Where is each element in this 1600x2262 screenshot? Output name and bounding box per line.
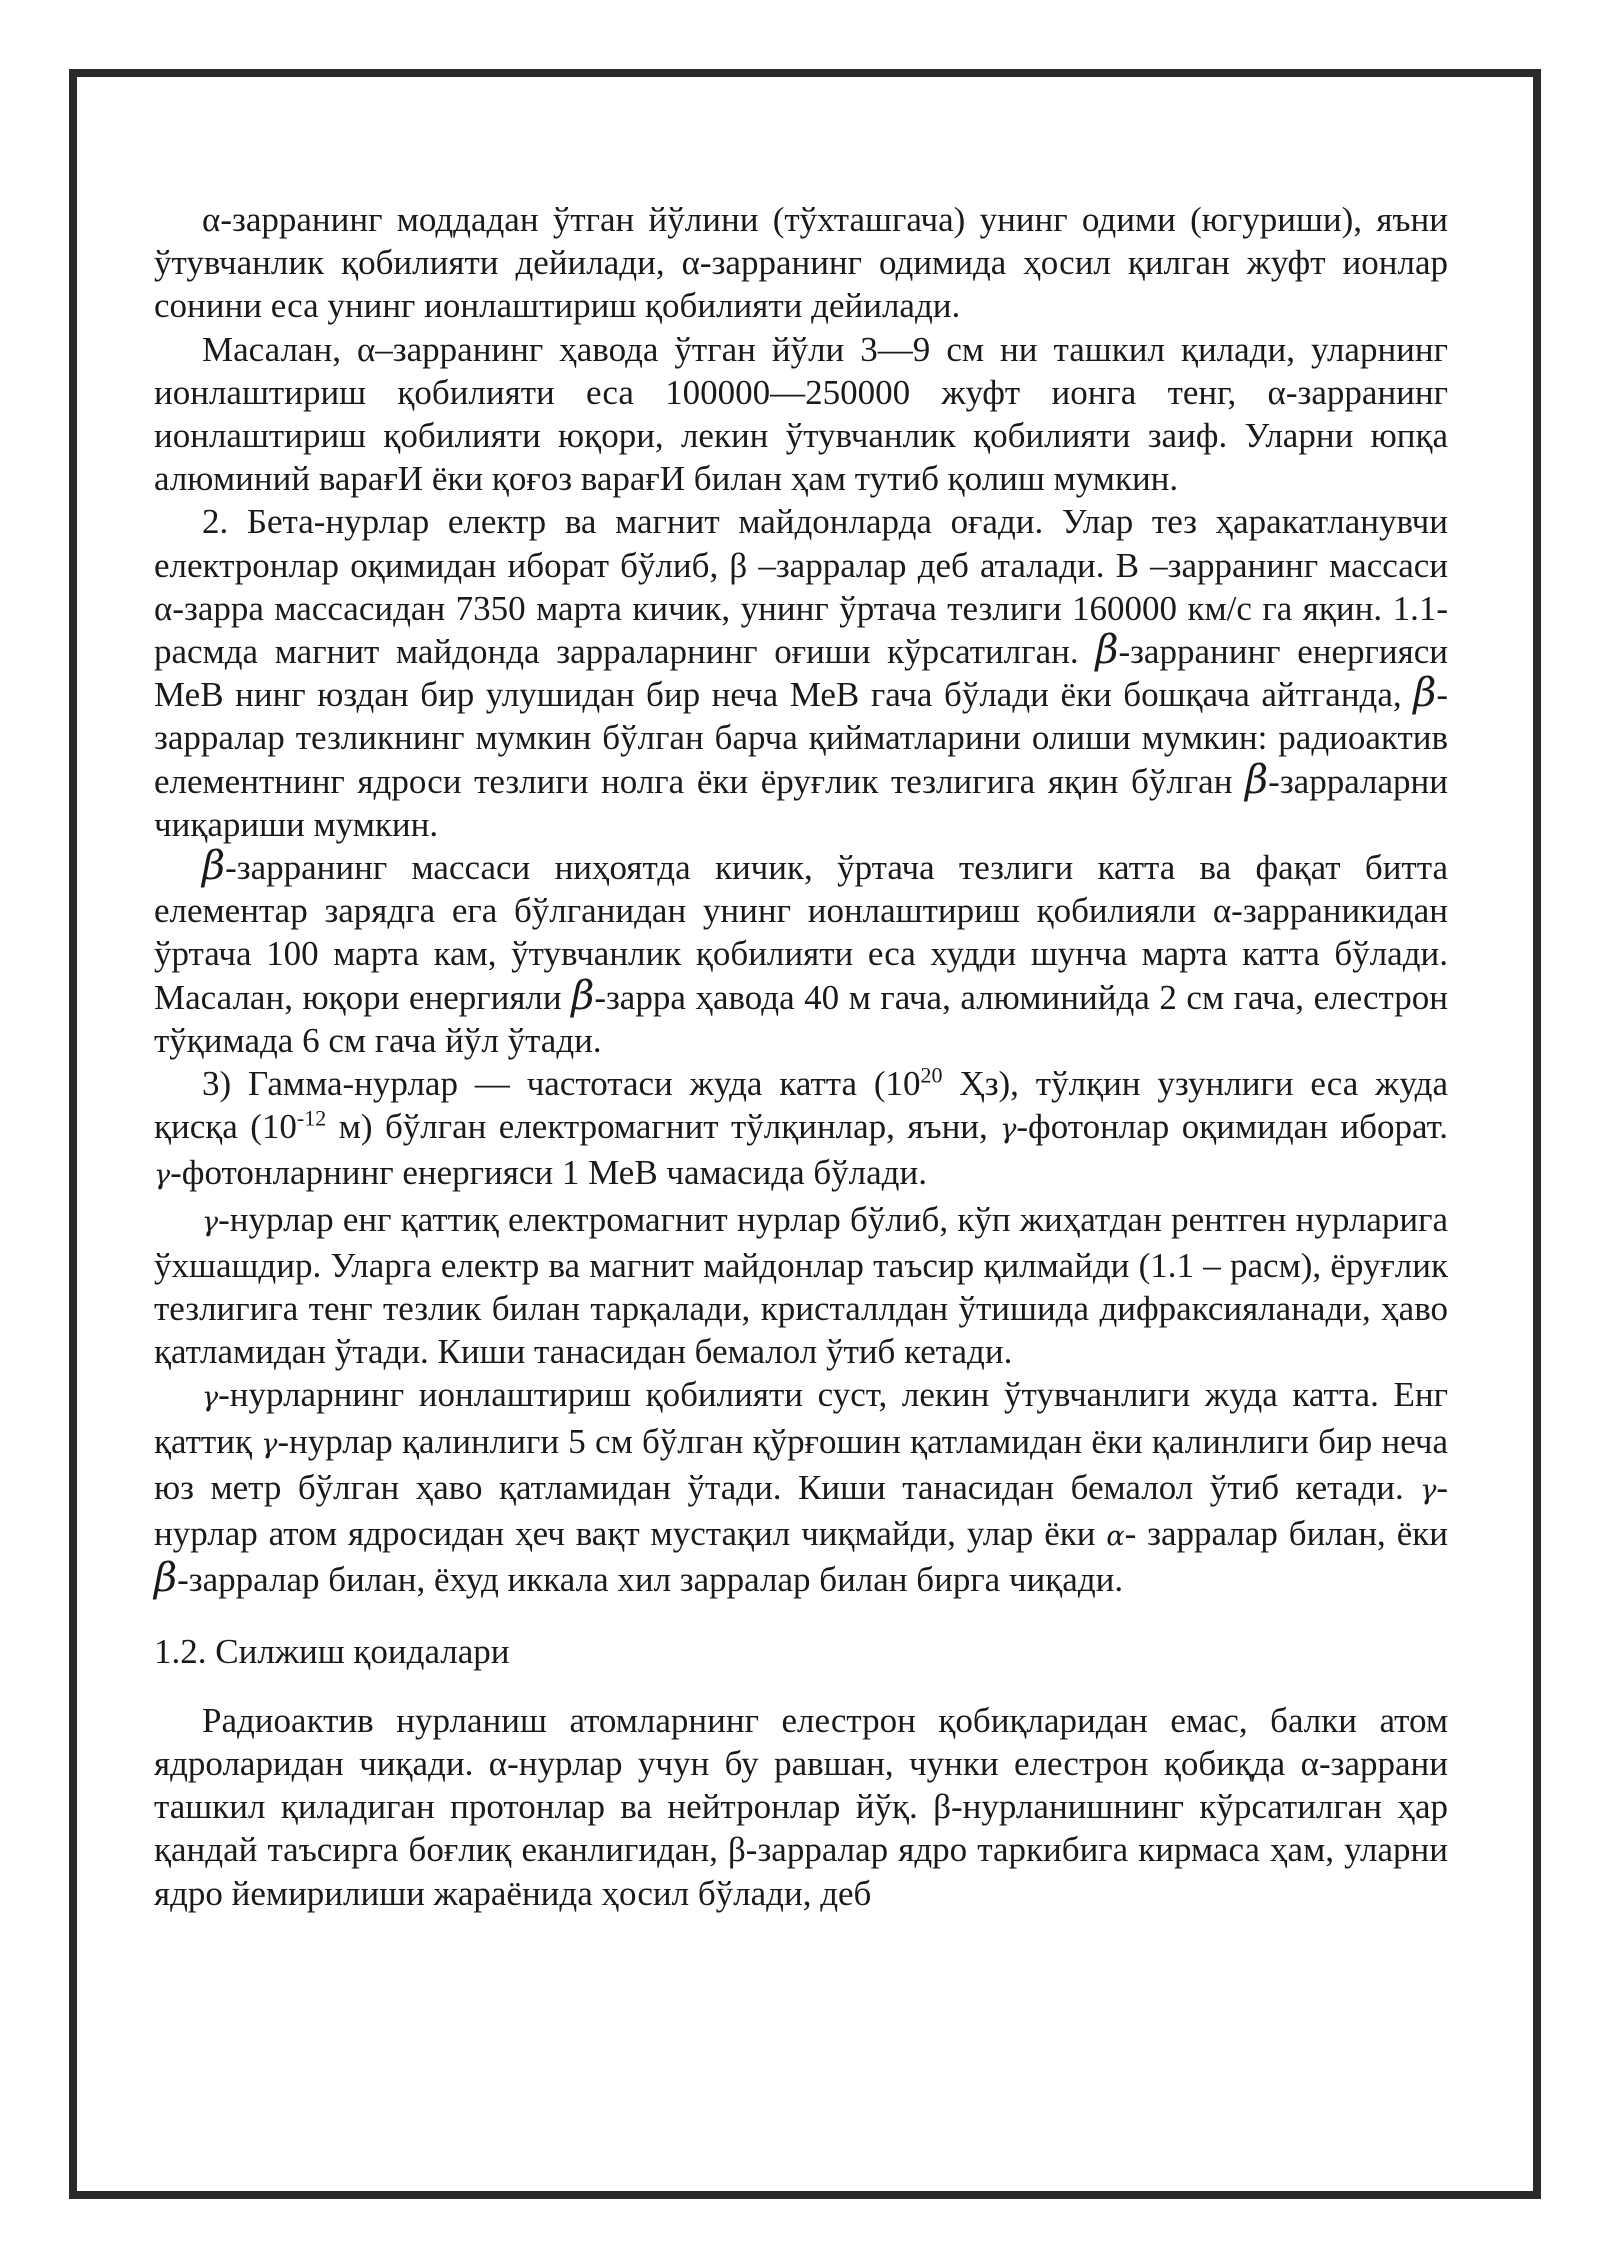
gamma-symbol: γ <box>1000 1114 1017 1146</box>
text-run: -нурларнинг ионлаштириш қобилияти суст, лекин ўтувчанлиги жуда катта. Енг қаттиқ <box>154 1375 1448 1461</box>
paragraph-beta-mass <box>154 843 1448 1062</box>
text-run: -зарранинг енергияси МеВ нинг юздан бир улушидан бир неча МеВ гача бўлади ёки бошқача айтганда, <box>154 632 1448 715</box>
paragraph-alpha-example: Масалан, α–зарранинг ҳавода ўтган йўли 3—9 см ни ташкил қилади, уларнинг ионлаштириш қобилияти еса 100000—250000 жуфт ионга тенг, α-зарранинг ионлаштириш қобилияти юқори, лекин ўтувчанлик қобилияти заиф. Уларни юпқа алюминий варағИ ёки қоғоз варағИ билан ҳам тутиб қолиш мумкин. <box>154 329 1448 499</box>
text-run: Ҳз), тўлқин узунлиги еса жуда қисқа (10 <box>154 1064 1448 1147</box>
section-heading: 1.2. Силжиш қоидалари <box>154 1631 510 1671</box>
beta-symbol: β <box>1095 627 1119 674</box>
beta-symbol: β <box>571 972 595 1019</box>
beta-symbol: β <box>1413 670 1437 717</box>
gamma-symbol: γ <box>202 1382 219 1414</box>
gamma-symbol: γ <box>261 1428 278 1460</box>
beta-symbol: β <box>1245 756 1269 803</box>
paragraph-gamma-properties <box>154 1198 1448 1374</box>
paragraph-alpha-range: α-зарранинг моддадан ўтган йўлини (тўхташгача) унинг одими (югуриши), яъни ўтувчанлик қобилияти дейилади, α-зарранинг одимида ҳосил қилган жуфт ионлар сонини еса унинг ионлаштириш қобилияти дейилади. <box>154 200 1448 326</box>
text-run: -зарра ҳавода 40 м гача, алюминийда 2 см гача, елестрон тўқимада 6 см гача йўл ўтади. <box>154 977 1448 1060</box>
text-run: -фотонларнинг енергияси 1 МеВ чамасида бўлади. <box>170 1153 927 1193</box>
text-run: -фотонлар оқимидан иборат. <box>1016 1107 1448 1147</box>
beta-symbol: β <box>202 843 226 890</box>
gamma-symbol: γ <box>202 1206 219 1238</box>
text-run: 2. Бета-нурлар електр ва магнит майдонларда оғади. Улар тез ҳаракатланувчи електронлар оқимидан иборат бўлиб, β –зарралар деб аталади. В –зарранинг массаси α-зарра массасидан 7350 марта кичик, унинг ўртача тезлиги 160000 км/с га яқин. 1.1- расмда магнит майдонда зарраларнинг оғиши кўрсатилган. <box>154 502 1448 672</box>
beta-symbol: β <box>154 1555 178 1602</box>
text-run: - зарралар билан, ёки <box>1124 1514 1448 1554</box>
text-run: -зарралар тезликнинг мумкин бўлган барча қийматларини олиши мумкин: радиоактив елементнинг ядроси тезлиги нолга ёки ёруғлик тезлигига яқин бўлган <box>154 675 1448 801</box>
text-run: м) бўлган електромагнит тўлқинлар, яъни, <box>326 1107 1001 1147</box>
paragraph-displacement-rules: Радиоактив нурланиш атомларнинг елестрон қобиқларидан емас, балки атом ядроларидан чиқади. α-нурлар учун бу равшан, чунки елестрон қобиқда α-заррани ташкил қиладиган протонлар ва нейтронлар йўқ. β-нурланишнинг кўрсатилган ҳар қандай таъсирга боғлиқ еканлигидан, β-зарралар ядро таркибига кирмаса ҳам, уларни ядро йемирилиши жараёнида ҳосил бўлади, деб <box>154 1700 1448 1913</box>
text-run: 3) Гамма-нурлар — частотаси жуда катта (10 <box>202 1064 921 1104</box>
superscript: 20 <box>920 1062 943 1088</box>
document-body <box>154 198 1448 1915</box>
alpha-symbol: α <box>1106 1521 1125 1553</box>
text-run: -зарралар билан, ёхуд иккала хил зарралар билан бирга чиқади. <box>177 1560 1124 1600</box>
text-run: -нурлар қалинлиги 5 см бўлган қўрғошин қатламидан ёки қалинлиги бир неча юз метр бўлган ҳаво қатламидан ўтади. Киши танасидан бемалол ўтиб кетади. <box>154 1421 1448 1507</box>
gamma-symbol: γ <box>1420 1474 1437 1506</box>
text-run: -нурлар атом ядросидан ҳеч вақт мустақил чиқмайди, улар ёки <box>154 1467 1448 1554</box>
paragraph-gamma-ionization <box>154 1373 1448 1601</box>
text-run: -зарранинг массаси ниҳоятда кичик, ўртача тезлиги катта ва фақат битта елементар зарядга ега бўлганидан унинг ионлаштириш қобилияли α-зарраникидан ўртача 100 марта кам, ўтувчанлик қобилияти еса худди шунча марта катта бўлади. Масалан, юқори енергияли <box>154 848 1448 1017</box>
text-run: -зарраларни чиқариши мумкин. <box>154 761 1448 844</box>
text-run: -нурлар енг қаттиқ електромагнит нурлар бўлиб, кўп жиҳатдан рентген нурларига ўхшашдир. Уларга електр ва магнит майдонлар таъсир қилмайди (1.1 – расм), ёруғлик тезлигига тенг тезлик билан тарқалади, кристаллдан ўтишида дифраксияланади, ҳаво қатламидан ўтади. Киши танасидан бемалол ўтиб кетади. <box>154 1199 1448 1372</box>
gamma-symbol: γ <box>154 1160 171 1192</box>
paragraph-beta-rays <box>154 500 1448 846</box>
superscript: -12 <box>296 1105 327 1131</box>
paragraph-gamma-rays <box>154 1062 1448 1198</box>
